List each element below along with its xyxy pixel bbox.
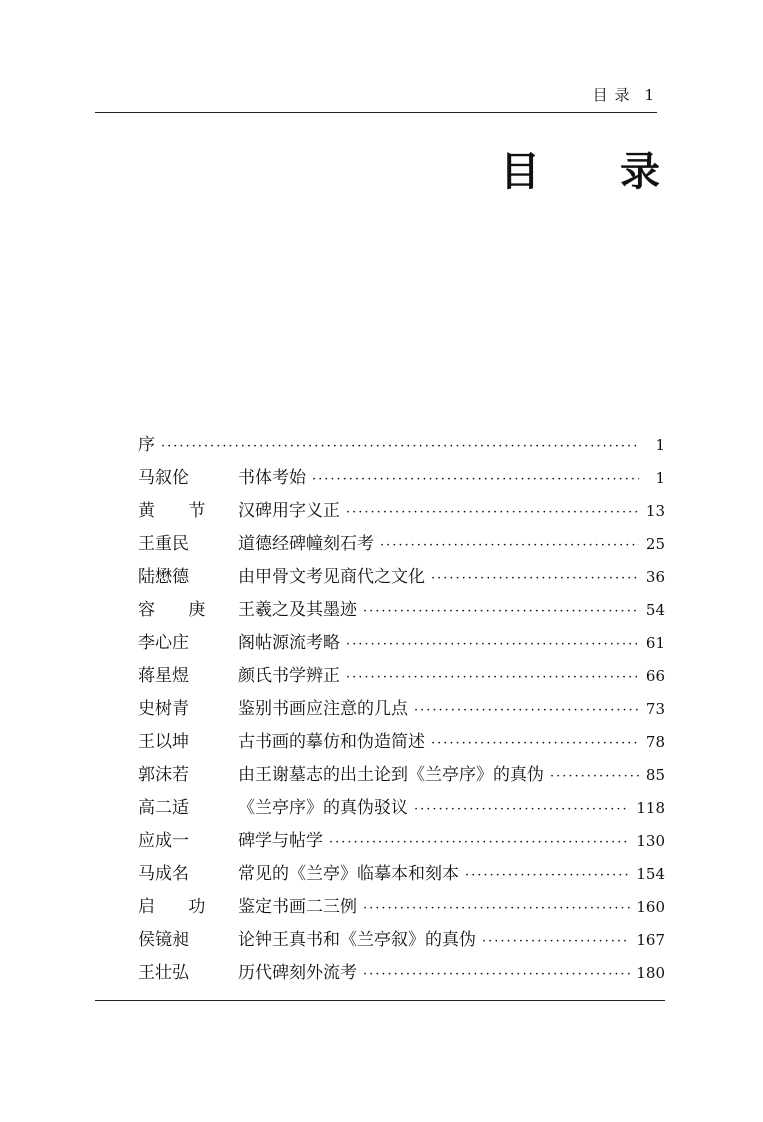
toc-leader-dots — [414, 802, 630, 817]
toc-author: 王重民 — [138, 534, 189, 554]
toc-leader-dots — [161, 439, 639, 454]
toc-title: 鉴定书画二三例 — [238, 897, 357, 917]
toc-page: 61 — [645, 634, 665, 652]
toc-leader-dots — [431, 736, 639, 751]
toc-leader-dots — [482, 934, 630, 949]
toc-row[interactable] — [138, 595, 665, 628]
toc-leader-dots — [329, 835, 630, 850]
toc-leader-dots — [380, 538, 639, 553]
toc-row[interactable] — [138, 760, 665, 793]
toc-author: 蒋星煜 — [138, 666, 189, 686]
toc-row[interactable] — [138, 463, 665, 496]
toc-page: 25 — [645, 535, 665, 553]
toc-row[interactable] — [138, 694, 665, 727]
toc-title: 历代碑刻外流考 — [238, 963, 357, 983]
toc-row[interactable] — [138, 892, 665, 925]
toc-author: 马成名 — [138, 864, 189, 884]
toc-leader-dots — [414, 703, 639, 718]
toc-leader-dots — [363, 604, 639, 619]
toc-page: 167 — [636, 931, 665, 949]
toc-leader-dots — [363, 901, 630, 916]
running-head-page-number: 1 — [644, 86, 655, 104]
toc-page: 1 — [655, 469, 665, 487]
toc-title: 道德经碑幢刻石考 — [238, 534, 374, 554]
toc-title: 古书画的摹仿和伪造简述 — [238, 732, 425, 752]
toc-leader-dots — [465, 868, 630, 883]
toc-leader-dots — [346, 670, 639, 685]
toc-title: 《兰亭序》的真伪驳议 — [238, 798, 408, 818]
toc-author: 马叙伦 — [138, 468, 189, 488]
toc-row[interactable] — [138, 793, 665, 826]
toc-page: 1 — [655, 436, 665, 454]
toc-author: 王以坤 — [138, 732, 189, 752]
toc-page: 160 — [636, 898, 665, 916]
toc-title: 王羲之及其墨迹 — [238, 600, 357, 620]
toc-title: 由甲骨文考见商代之文化 — [238, 567, 425, 587]
toc-page: 66 — [645, 667, 665, 685]
toc-page: 85 — [645, 766, 665, 784]
toc-title: 颜氏书学辨正 — [238, 666, 340, 686]
toc-leader-dots — [363, 967, 630, 982]
toc-title: 由王谢墓志的出土论到《兰亭序》的真伪 — [238, 765, 544, 785]
toc-title: 常见的《兰亭》临摹本和刻本 — [238, 864, 459, 884]
toc-page: 36 — [645, 568, 665, 586]
toc-title: 论钟王真书和《兰亭叙》的真伪 — [238, 930, 476, 950]
toc-row[interactable] — [138, 826, 665, 859]
page-title-char-2: 录 — [620, 149, 660, 195]
toc-author: 侯镜昶 — [138, 930, 189, 950]
page-title-char-1: 目 — [500, 149, 540, 195]
toc-author: 李心庄 — [138, 633, 189, 653]
footer-rule — [95, 1000, 665, 1001]
toc-page: 118 — [636, 799, 665, 817]
toc-title: 书体考始 — [238, 468, 306, 488]
toc-author: 应成一 — [138, 831, 189, 851]
toc-title: 鉴别书画应注意的几点 — [238, 699, 408, 719]
running-head-section: 目 录 — [592, 86, 631, 104]
toc-row[interactable] — [138, 958, 665, 991]
running-head — [593, 84, 655, 105]
toc-row[interactable] — [138, 529, 665, 562]
toc-page: 130 — [636, 832, 665, 850]
toc-row[interactable] — [138, 727, 665, 760]
toc-leader-dots — [346, 505, 639, 520]
toc-author: 容 庚 — [138, 600, 220, 620]
toc-page: 73 — [645, 700, 665, 718]
toc-page: 13 — [645, 502, 665, 520]
toc-page: 54 — [645, 601, 665, 619]
toc-author: 黄 节 — [138, 501, 220, 521]
toc-title: 序 — [138, 435, 155, 455]
toc-row[interactable] — [138, 661, 665, 694]
toc-row[interactable] — [138, 925, 665, 958]
toc-title: 阁帖源流考略 — [238, 633, 340, 653]
toc-author: 王壮弘 — [138, 963, 189, 983]
toc-author: 郭沫若 — [138, 765, 189, 785]
toc-leader-dots — [431, 571, 639, 586]
page-title — [500, 140, 660, 197]
toc-page: 154 — [636, 865, 665, 883]
toc-author: 陆懋德 — [138, 567, 189, 587]
toc-title: 碑学与帖学 — [238, 831, 323, 851]
toc-row[interactable] — [138, 496, 665, 529]
header-rule — [95, 112, 657, 113]
toc-row[interactable] — [138, 430, 665, 463]
toc-leader-dots — [312, 472, 639, 487]
toc-title: 汉碑用字义正 — [238, 501, 340, 521]
toc-author: 史树青 — [138, 699, 189, 719]
toc-leader-dots — [550, 769, 639, 784]
toc-row[interactable] — [138, 859, 665, 892]
toc-row[interactable] — [138, 562, 665, 595]
toc-author: 高二适 — [138, 798, 189, 818]
table-of-contents — [138, 430, 665, 991]
toc-page: 180 — [636, 964, 665, 982]
toc-row[interactable] — [138, 628, 665, 661]
toc-leader-dots — [346, 637, 639, 652]
toc-author: 启 功 — [138, 897, 220, 917]
toc-page: 78 — [645, 733, 665, 751]
